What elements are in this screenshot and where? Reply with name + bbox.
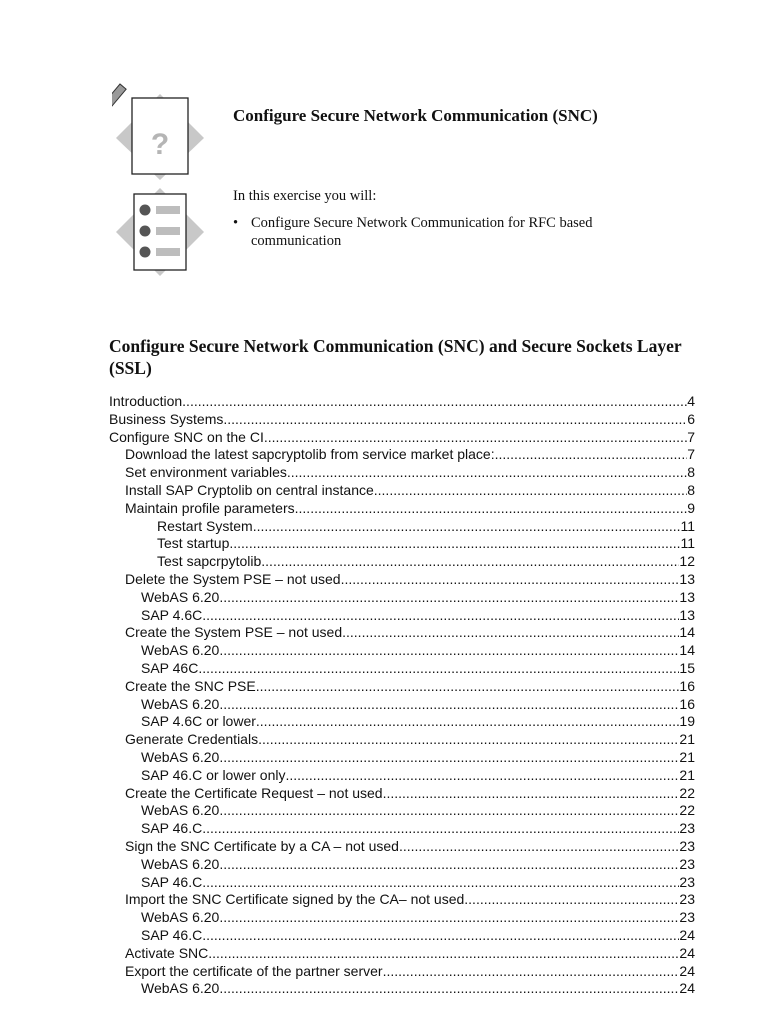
toc-entry[interactable] bbox=[109, 429, 695, 447]
toc-leader-dots bbox=[253, 518, 681, 536]
toc-entry[interactable] bbox=[109, 660, 695, 678]
toc-entry-page: 13 bbox=[679, 570, 695, 587]
toc-entry-label: Restart System bbox=[157, 517, 253, 534]
toc-leader-dots bbox=[258, 731, 679, 749]
toc-entry-page: 12 bbox=[679, 553, 695, 570]
toc-leader-dots bbox=[223, 411, 687, 429]
toc-entry-label: WebAS 6.20 bbox=[141, 855, 220, 872]
toc-entry-label: SAP 46.C bbox=[141, 820, 203, 837]
toc-entry[interactable] bbox=[109, 624, 695, 642]
toc-entry-label: SAP 46.C or lower only bbox=[141, 766, 286, 783]
toc-leader-dots bbox=[341, 571, 680, 589]
toc-entry[interactable] bbox=[109, 500, 695, 518]
svg-text:?: ? bbox=[150, 128, 170, 161]
toc-leader-dots bbox=[287, 464, 687, 482]
toc-entry[interactable] bbox=[109, 482, 695, 500]
toc-leader-dots bbox=[208, 945, 679, 963]
toc-leader-dots bbox=[202, 820, 679, 838]
toc-entry[interactable] bbox=[109, 411, 695, 429]
toc-entry-label: Install SAP Cryptolib on central instance bbox=[125, 481, 374, 498]
toc-entry-page: 11 bbox=[680, 535, 695, 552]
toc-entry-label: WebAS 6.20 bbox=[141, 980, 220, 997]
toc-entry-label: Maintain profile parameters bbox=[125, 499, 295, 516]
toc-entry-label: Configure SNC on the CI bbox=[109, 428, 264, 445]
toc-entry-label: SAP 46.C bbox=[141, 926, 203, 943]
toc-leader-dots bbox=[202, 874, 679, 892]
toc-leader-dots bbox=[261, 553, 679, 571]
toc-entry[interactable] bbox=[109, 767, 695, 785]
toc-entry-label: Create the Certificate Request – not used bbox=[125, 784, 383, 801]
toc-entry[interactable] bbox=[109, 874, 695, 892]
toc-entry[interactable] bbox=[109, 713, 695, 731]
toc-entry[interactable] bbox=[109, 891, 695, 909]
toc-entry[interactable] bbox=[109, 518, 695, 536]
toc-entry[interactable] bbox=[109, 446, 695, 464]
toc-entry[interactable] bbox=[109, 696, 695, 714]
toc-entry[interactable] bbox=[109, 820, 695, 838]
toc-leader-dots bbox=[219, 696, 679, 714]
toc-entry-page: 15 bbox=[679, 659, 695, 676]
toc-leader-dots bbox=[202, 607, 679, 625]
toc-entry-page: 8 bbox=[687, 464, 695, 481]
toc-entry-page: 22 bbox=[679, 784, 695, 801]
toc-entry-label: Introduction bbox=[109, 393, 183, 409]
toc-entry[interactable] bbox=[109, 785, 695, 803]
toc-entry-label: SAP 46.C bbox=[141, 873, 203, 890]
toc-leader-dots bbox=[198, 660, 679, 678]
toc-entry-label: Activate SNC bbox=[125, 944, 209, 961]
toc-leader-dots bbox=[219, 856, 679, 874]
toc-entry[interactable] bbox=[109, 731, 695, 749]
toc-entry[interactable] bbox=[109, 749, 695, 767]
toc-entry-page: 19 bbox=[679, 713, 695, 730]
toc-entry-page: 24 bbox=[679, 926, 695, 943]
toc-leader-dots bbox=[464, 891, 679, 909]
toc-leader-dots bbox=[219, 749, 679, 767]
toc-entry-label: Business Systems bbox=[109, 410, 224, 427]
toc-entry[interactable] bbox=[109, 802, 695, 820]
toc-entry-label: SAP 4.6C or lower bbox=[141, 713, 256, 730]
toc-leader-dots bbox=[495, 446, 688, 464]
toc-entry-label: WebAS 6.20 bbox=[141, 909, 220, 926]
toc-entry[interactable] bbox=[109, 642, 695, 660]
section-title: Configure Secure Network Communication (SNC) and Secure Sockets Layer (SSL) bbox=[109, 336, 682, 378]
toc-entry-page: 23 bbox=[679, 873, 695, 890]
toc-entry-page: 21 bbox=[679, 731, 695, 748]
objective-item: • Configure Secure Network Communication for RFC based communication bbox=[233, 214, 653, 250]
toc-entry[interactable] bbox=[109, 589, 695, 607]
toc-entry-label: Download the latest sapcryptolib from service market place: bbox=[125, 446, 495, 463]
toc-entry[interactable] bbox=[109, 909, 695, 927]
toc-entry-label: Generate Credentials bbox=[125, 731, 259, 748]
toc-leader-dots bbox=[182, 393, 687, 411]
toc-entry-page: 21 bbox=[679, 766, 695, 783]
objectives-list bbox=[233, 214, 653, 250]
toc-entry-label: WebAS 6.20 bbox=[141, 748, 220, 765]
toc-entry[interactable] bbox=[109, 607, 695, 625]
toc-entry-page: 23 bbox=[679, 891, 695, 908]
toc-entry-label: Delete the System PSE – not used bbox=[125, 570, 341, 587]
toc-entry[interactable] bbox=[109, 553, 695, 571]
toc-leader-dots bbox=[219, 642, 679, 660]
toc-leader-dots bbox=[219, 802, 679, 820]
toc-leader-dots bbox=[264, 429, 687, 447]
toc-entry-label: Sign the SNC Certificate by a CA – not used bbox=[125, 837, 399, 854]
pencil-question-sheet-icon bbox=[112, 80, 208, 180]
toc-entry-page: 23 bbox=[679, 855, 695, 872]
toc-entry[interactable] bbox=[109, 571, 695, 589]
toc-entry-page: 22 bbox=[679, 802, 695, 819]
toc-leader-dots bbox=[374, 482, 687, 500]
toc-leader-dots bbox=[256, 713, 680, 731]
toc-entry-label: WebAS 6.20 bbox=[141, 802, 220, 819]
toc-leader-dots bbox=[219, 909, 679, 927]
toc-entry[interactable] bbox=[109, 678, 695, 696]
toc-entry-page: 23 bbox=[679, 837, 695, 854]
toc-entry[interactable] bbox=[109, 393, 695, 411]
toc-leader-dots bbox=[256, 678, 680, 696]
toc-entry[interactable] bbox=[109, 945, 695, 963]
toc-entry-page: 16 bbox=[679, 677, 695, 694]
toc-entry-page: 7 bbox=[687, 428, 695, 445]
toc-entry-page: 13 bbox=[679, 606, 695, 623]
toc-leader-dots bbox=[219, 589, 679, 607]
toc-entry[interactable] bbox=[109, 963, 695, 981]
toc-entry-page: 24 bbox=[679, 962, 695, 979]
toc-leader-dots bbox=[219, 980, 679, 998]
toc-entry-label: Export the certificate of the partner server bbox=[125, 962, 383, 979]
toc-leader-dots bbox=[383, 785, 680, 803]
toc-entry-page: 14 bbox=[679, 624, 695, 641]
toc-entry-label: Test startup bbox=[157, 535, 230, 552]
toc-entry-label: Create the System PSE – not used bbox=[125, 624, 343, 641]
toc-entry-label: WebAS 6.20 bbox=[141, 695, 220, 712]
exercise-intro: In this exercise you will: bbox=[233, 188, 377, 204]
toc-leader-dots bbox=[285, 767, 679, 785]
table-of-contents bbox=[109, 393, 695, 998]
toc-leader-dots bbox=[295, 500, 688, 518]
toc-leader-dots bbox=[342, 624, 679, 642]
toc-leader-dots bbox=[202, 927, 679, 945]
toc-entry[interactable] bbox=[109, 927, 695, 945]
toc-entry-label: Test sapcrpytolib bbox=[157, 553, 262, 570]
toc-entry[interactable] bbox=[109, 856, 695, 874]
toc-entry-page: 24 bbox=[679, 944, 695, 961]
toc-entry[interactable] bbox=[109, 980, 695, 998]
toc-entry[interactable] bbox=[109, 838, 695, 856]
toc-leader-dots bbox=[399, 838, 679, 856]
toc-entry-page: 23 bbox=[679, 820, 695, 837]
toc-entry-page: 24 bbox=[679, 980, 695, 997]
toc-entry-page: 14 bbox=[679, 642, 695, 659]
toc-entry-page: 8 bbox=[687, 481, 695, 498]
toc-entry-label: Create the SNC PSE bbox=[125, 677, 256, 694]
toc-entry-page: 9 bbox=[687, 499, 695, 516]
exercise-title: Configure Secure Network Communication (SNC) bbox=[233, 106, 598, 125]
toc-entry-page: 4 bbox=[687, 393, 695, 409]
toc-entry-page: 7 bbox=[687, 446, 695, 463]
toc-entry-label: Import the SNC Certificate signed by the CA– not used bbox=[125, 891, 465, 908]
toc-entry-label: WebAS 6.20 bbox=[141, 588, 220, 605]
toc-entry[interactable] bbox=[109, 535, 695, 553]
toc-entry-page: 6 bbox=[687, 410, 695, 427]
toc-entry-page: 13 bbox=[679, 588, 695, 605]
toc-entry-label: WebAS 6.20 bbox=[141, 642, 220, 659]
toc-entry-page: 16 bbox=[679, 695, 695, 712]
toc-entry-page: 11 bbox=[680, 517, 695, 534]
toc-entry-label: SAP 4.6C bbox=[141, 606, 203, 623]
toc-entry-page: 23 bbox=[679, 909, 695, 926]
bulleted-list-sheet-icon bbox=[112, 184, 208, 280]
toc-entry-label: SAP 46C bbox=[141, 659, 199, 676]
toc-entry-page: 21 bbox=[679, 748, 695, 765]
toc-leader-dots bbox=[229, 535, 680, 553]
toc-entry-label: Set environment variables bbox=[125, 464, 287, 481]
toc-leader-dots bbox=[383, 963, 680, 981]
toc-entry[interactable] bbox=[109, 464, 695, 482]
